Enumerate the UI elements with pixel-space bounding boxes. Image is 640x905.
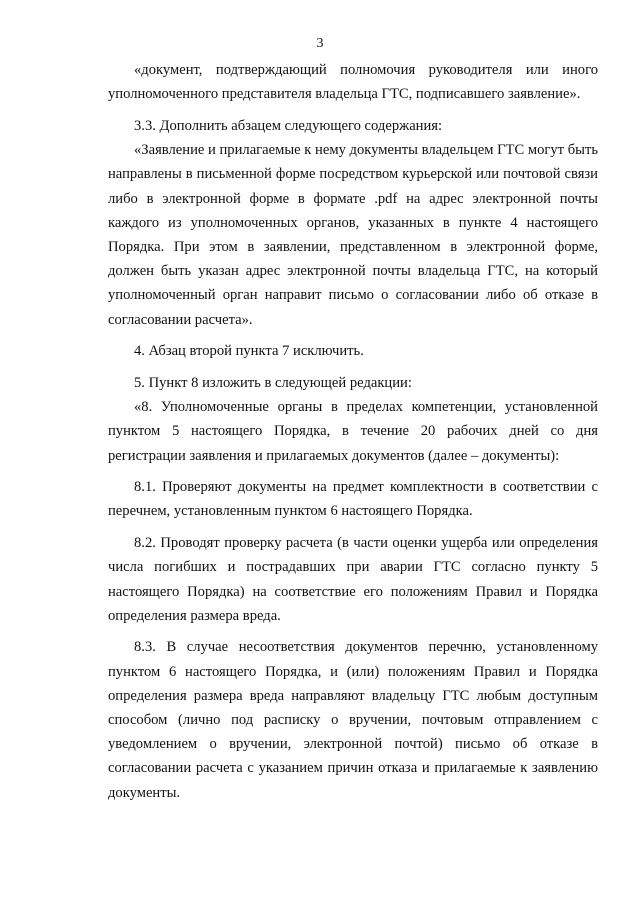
paragraph-item-8-3: 8.3. В случае несоответствия документов перечню, установленному пунктом 6 настоящего Порядка, и (или) положениям Правил и Порядка определения размера вреда направляют владельцу ГТС любым доступным способом (лично под расписку о вручении, почтовым отправлением с уведомлением о вручении, электронной почтой) письмо об отказе в согласовании расчета с указанием причин отказа и прилагаемые к заявлению документы. bbox=[108, 639, 598, 801]
paragraph-application-submission: «Заявление и прилагаемые к нему документы владельцем ГТС могут быть направлены в письменной форме посредством курьерской или почтовой связи либо в электронной форме в формате .pdf на адрес электронной почты каждого из уполномоченных органов, указанных в пункте 4 настоящего Порядка. При этом в заявлении, представленном в электронной форме, должен быть указан адрес электронной почты владельца ГТС, на который уполномоченный орган направит письмо о согласовании либо об отказе в согласовании расчета». bbox=[108, 142, 598, 328]
paragraph-item-4: 4. Абзац второй пункта 7 исключить. bbox=[134, 343, 364, 360]
paragraph-item-5: 5. Пункт 8 изложить в следующей редакции: bbox=[134, 374, 412, 391]
paragraph-item-8-intro: «8. Уполномоченные органы в пределах компетенции, установленной пунктом 5 настоящего Порядка, в течение 20 рабочих дней со дня регистрации заявления и прилагаемых документов (далее – документы): bbox=[108, 399, 598, 464]
paragraph-item-8-2: 8.2. Проводят проверку расчета (в части оценки ущерба или определения числа погибших и пострадавших при аварии ГТС согласно пункту 5 настоящего Порядка) на соответствие его положениям Правил и Порядка определения размера вреда. bbox=[108, 535, 598, 624]
document-body bbox=[108, 58, 598, 812]
paragraph-document-clause: «документ, подтверждающий полномочия руководителя или иного уполномоченного представителя владельца ГТС, подписавшего заявление». bbox=[108, 62, 598, 103]
paragraph-item-3-3: 3.3. Дополнить абзацем следующего содержания: bbox=[134, 117, 443, 134]
paragraph-item-8-1: 8.1. Проверяют документы на предмет комплектности в соответствии с перечнем, установленным пунктом 6 настоящего Порядка. bbox=[108, 479, 598, 520]
page-number: 3 bbox=[316, 36, 324, 51]
